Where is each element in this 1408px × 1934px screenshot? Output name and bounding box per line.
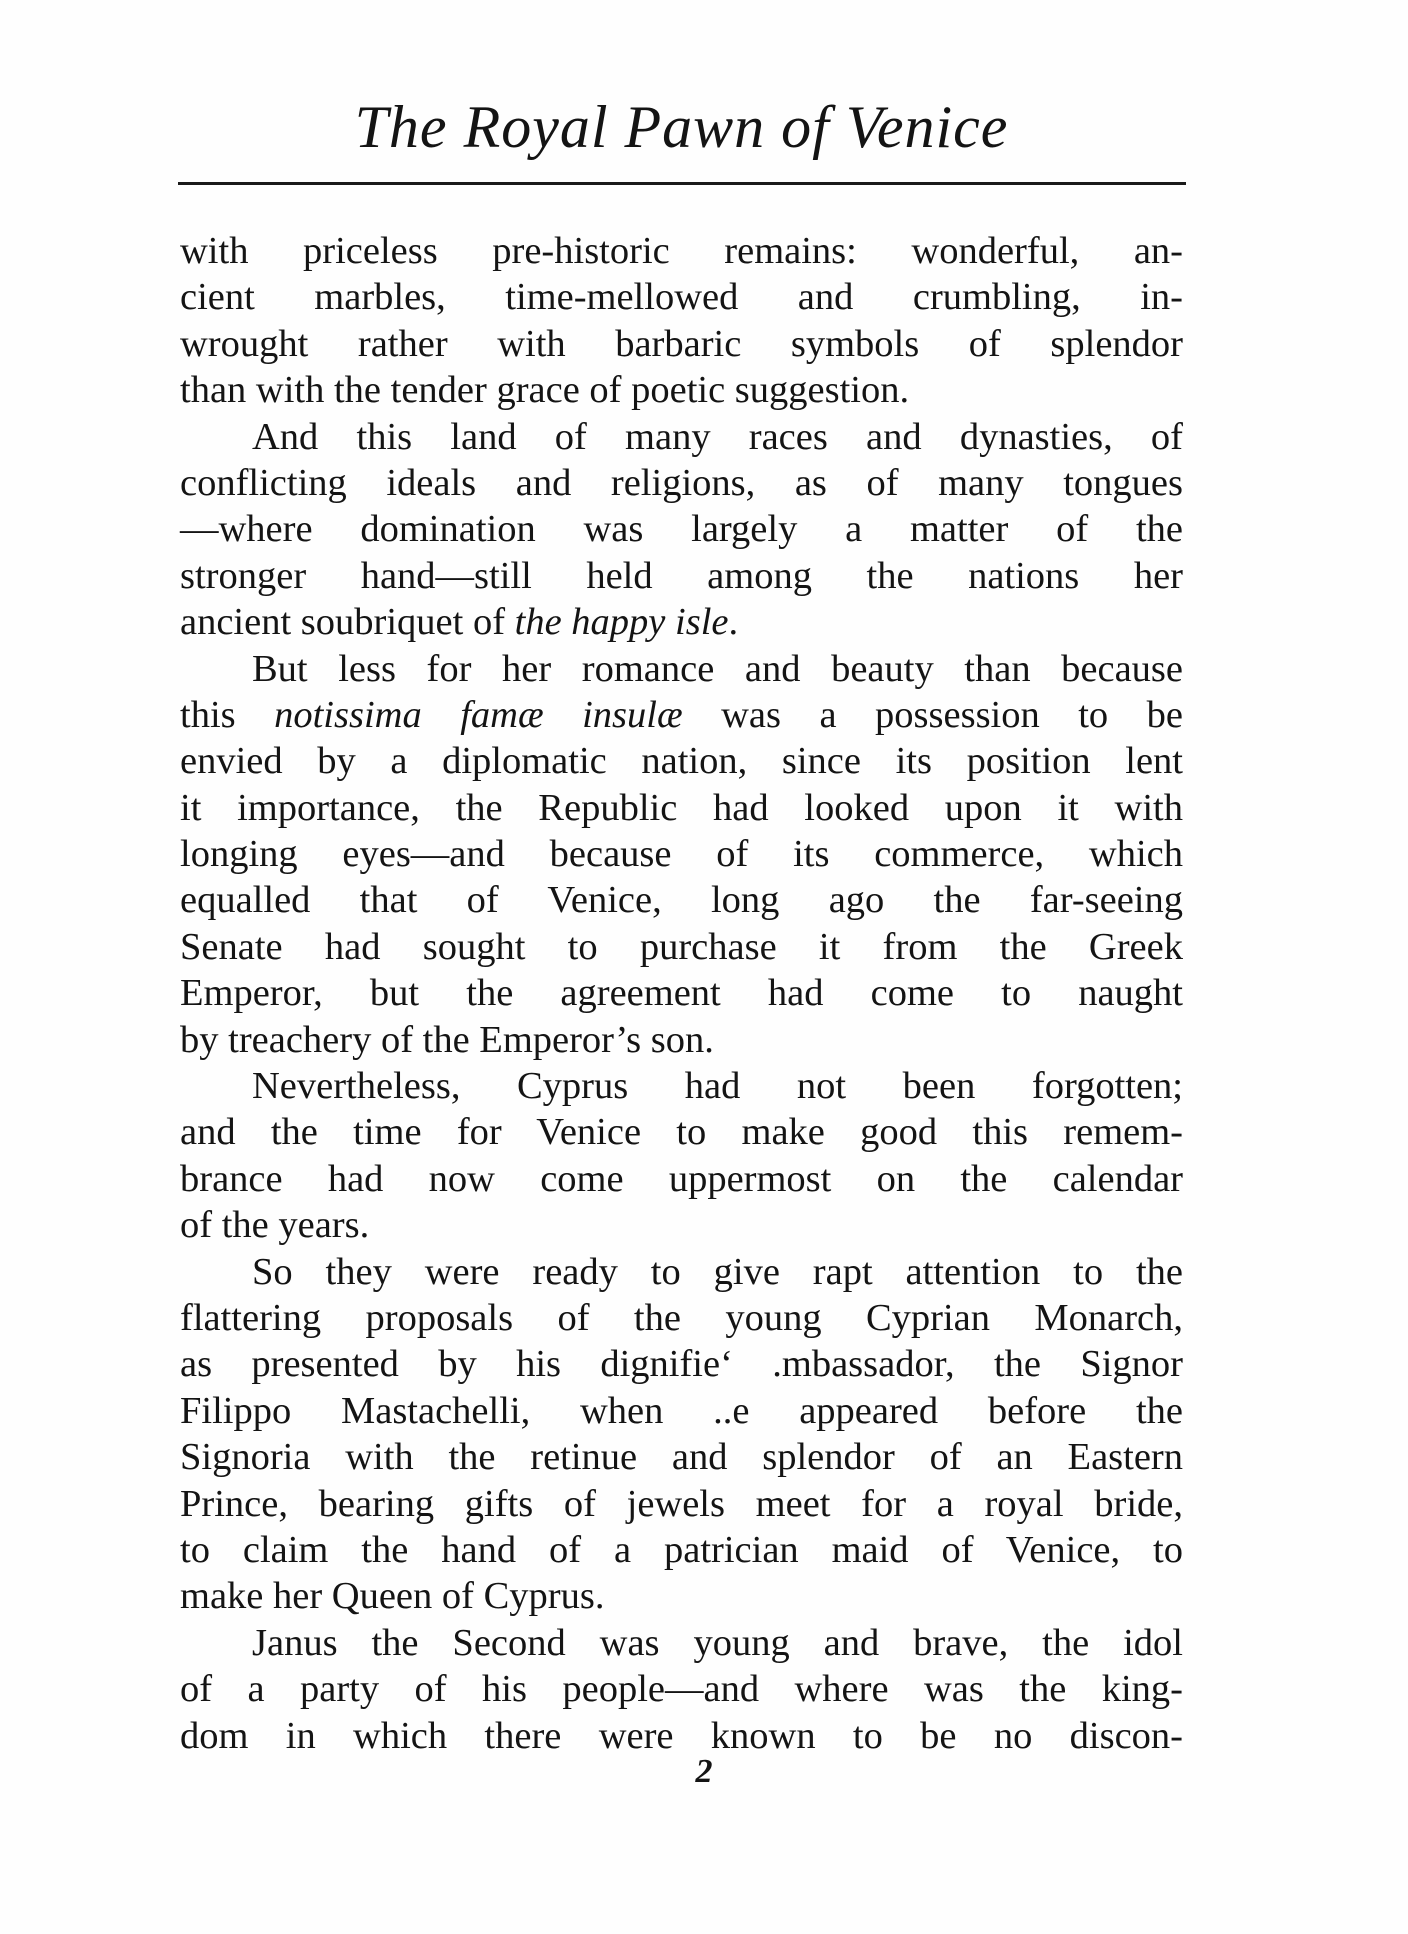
text-line: cient marbles, time-mellowed and crumbling, in- — [180, 276, 1183, 319]
text-line: and the time for Venice to make good this remem- — [180, 1111, 1183, 1154]
text-line: stronger hand—still held among the nations her — [180, 554, 1183, 597]
text-line: of the years. — [180, 1204, 370, 1247]
text-line: by treachery of the Emperor’s son. — [180, 1018, 714, 1061]
text-line: as presented by his dignifie‘ .mbassador, the Signor — [180, 1343, 1183, 1386]
text-line: with priceless pre-historic remains: wonderful, an- — [180, 230, 1183, 272]
text-line: equalled that of Venice, long ago the far-seeing — [180, 879, 1183, 922]
header-rule — [178, 182, 1186, 185]
text-line — [180, 692, 1183, 738]
text-line: wrought rather with barbaric symbols of splendor — [180, 322, 1183, 365]
italic-phrase: notissima famæ insulæ — [274, 693, 683, 736]
text-line: dom in which there were known to be no discon- — [180, 1714, 1183, 1757]
text-line: Signoria with the retinue and splendor of an Eastern — [180, 1436, 1183, 1479]
text-line: of a party of his people—and where was the king- — [180, 1668, 1183, 1711]
text-run: this — [180, 693, 275, 736]
italic-phrase: the happy isle — [514, 601, 729, 644]
page-number: 2 — [695, 1753, 713, 1790]
body-text — [180, 228, 1183, 1759]
text-line: Emperor, but the agreement had come to naught — [180, 972, 1183, 1015]
text-line: Prince, bearing gifts of jewels meet for a royal bride, — [180, 1482, 1183, 1525]
text-line: Filippo Mastachelli, when ..e appeared before the — [180, 1389, 1183, 1432]
text-line — [180, 599, 1183, 645]
text-line: flattering proposals of the young Cyprian Monarch, — [180, 1296, 1183, 1339]
text-run: was a possession to be — [682, 693, 1183, 736]
text-line: conflicting ideals and religions, as of many tongues — [180, 461, 1183, 504]
text-line: longing eyes—and because of its commerce, which — [180, 833, 1183, 876]
paragraph-start-line: But less for her romance and beauty than because — [252, 647, 1183, 690]
text-line: make her Queen of Cyprus. — [180, 1575, 605, 1618]
text-line: to claim the hand of a patrician maid of Venice, to — [180, 1528, 1183, 1571]
text-line: Senate had sought to purchase it from the Greek — [180, 925, 1183, 968]
text-line: brance had now come uppermost on the calendar — [180, 1157, 1183, 1200]
paragraph-start-line: Nevertheless, Cyprus had not been forgotten; — [252, 1065, 1183, 1108]
text-run: . — [728, 601, 739, 644]
paragraph-start-line: Janus the Second was young and brave, the idol — [252, 1621, 1183, 1664]
text-run: ancient soubriquet of — [180, 601, 515, 644]
running-head-title: The Royal Pawn of Venice — [354, 94, 1009, 160]
text-line: it importance, the Republic had looked upon it with — [180, 786, 1183, 829]
paragraph-start-line: And this land of many races and dynasties, of — [252, 415, 1183, 458]
paragraph-start-line: So they were ready to give rapt attention to the — [252, 1250, 1183, 1293]
text-line: envied by a diplomatic nation, since its position lent — [180, 740, 1183, 783]
text-line: —where domination was largely a matter of the — [180, 508, 1183, 551]
text-line: than with the tender grace of poetic suggestion. — [180, 369, 910, 412]
